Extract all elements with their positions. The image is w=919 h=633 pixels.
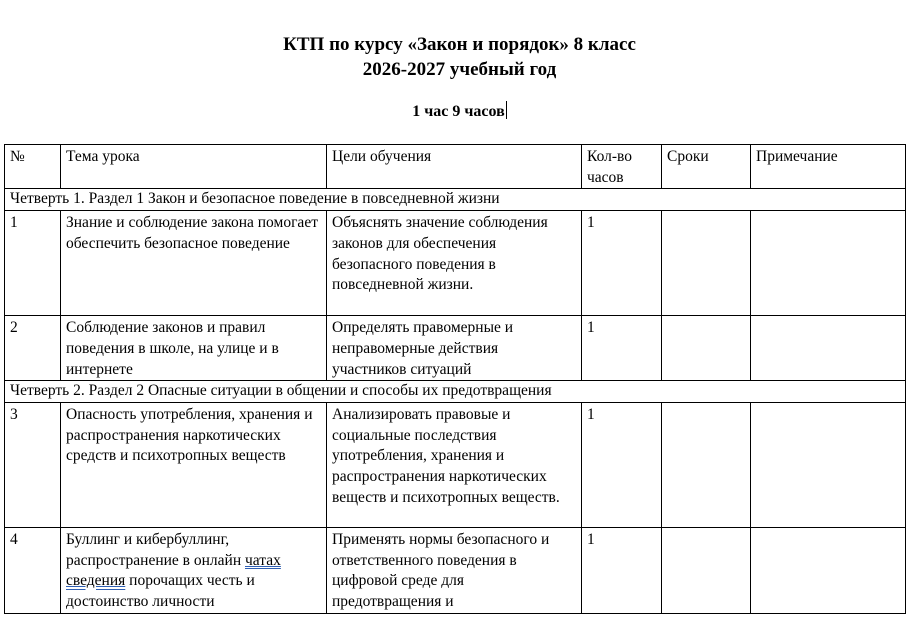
- header-hours[interactable]: Кол-во часов: [582, 145, 662, 189]
- header-note[interactable]: Примечание: [751, 145, 906, 189]
- section-heading[interactable]: Четверть 1. Раздел 1 Закон и безопасное поведение в повседневной жизни: [5, 189, 906, 211]
- cell-note[interactable]: [751, 402, 906, 527]
- cell-hours[interactable]: 1: [582, 402, 662, 527]
- table-row: [5, 211, 906, 316]
- cell-dates[interactable]: [662, 316, 751, 381]
- cell-number[interactable]: 3: [5, 402, 61, 527]
- table-row: [5, 316, 906, 381]
- section-row: [5, 381, 906, 403]
- hours-text: 1 час 9 часов: [412, 103, 505, 120]
- document-subtitle: 2026-2027 учебный год: [362, 59, 557, 80]
- section-row: [5, 189, 906, 211]
- cell-number[interactable]: 2: [5, 316, 61, 381]
- spellcheck-marked-text[interactable]: чатах сведения: [66, 551, 281, 590]
- header-dates[interactable]: Сроки: [662, 145, 751, 189]
- cell-dates[interactable]: [662, 527, 751, 613]
- header-goals[interactable]: Цели обучения: [327, 145, 582, 189]
- cell-hours[interactable]: 1: [582, 316, 662, 381]
- table-row: [5, 402, 906, 527]
- cell-note[interactable]: [751, 211, 906, 316]
- topic-text: порочащих честь и достоинство личности: [66, 572, 255, 611]
- cell-goal[interactable]: Определять правомерные и неправомерные действия участников ситуаций: [327, 316, 582, 381]
- cell-number[interactable]: 4: [5, 527, 61, 613]
- hours-line[interactable]: [0, 101, 919, 123]
- cell-topic[interactable]: [61, 527, 327, 613]
- cell-topic[interactable]: Опасность употребления, хранения и распространения наркотических средств и психотропных веществ: [61, 402, 327, 527]
- cell-note[interactable]: [751, 316, 906, 381]
- cell-note[interactable]: [751, 527, 906, 613]
- table-row: [5, 527, 906, 613]
- header-topic[interactable]: Тема урока: [61, 145, 327, 189]
- table-header-row: [5, 145, 906, 189]
- cell-topic[interactable]: Знание и соблюдение закона помогает обеспечить безопасное поведение: [61, 211, 327, 316]
- cell-goal[interactable]: Анализировать правовые и социальные последствия употребления, хранения и распространения наркотических веществ и психотропных веществ.: [327, 402, 582, 527]
- cell-number[interactable]: 1: [5, 211, 61, 316]
- section-heading[interactable]: Четверть 2. Раздел 2 Опасные ситуации в общении и способы их предотвращения: [5, 381, 906, 403]
- cell-hours[interactable]: 1: [582, 527, 662, 613]
- header-number[interactable]: №: [5, 145, 61, 189]
- cell-dates[interactable]: [662, 211, 751, 316]
- lesson-plan-table: [4, 144, 906, 614]
- cell-dates[interactable]: [662, 402, 751, 527]
- cell-goal[interactable]: Применять нормы безопасного и ответственного поведения в цифровой среде для предотвращения и: [327, 527, 582, 613]
- text-cursor: [506, 101, 507, 119]
- topic-text: Буллинг и кибербуллинг, распространение в онлайн: [66, 530, 245, 569]
- cell-topic[interactable]: Соблюдение законов и правил поведения в школе, на улице и в интернете: [61, 316, 327, 381]
- cell-hours[interactable]: 1: [582, 211, 662, 316]
- document-title: КТП по курсу «Закон и порядок» 8 класс: [283, 34, 636, 55]
- cell-goal[interactable]: Объяснять значение соблюдения законов для обеспечения безопасного поведения в повседневной жизни.: [327, 211, 582, 316]
